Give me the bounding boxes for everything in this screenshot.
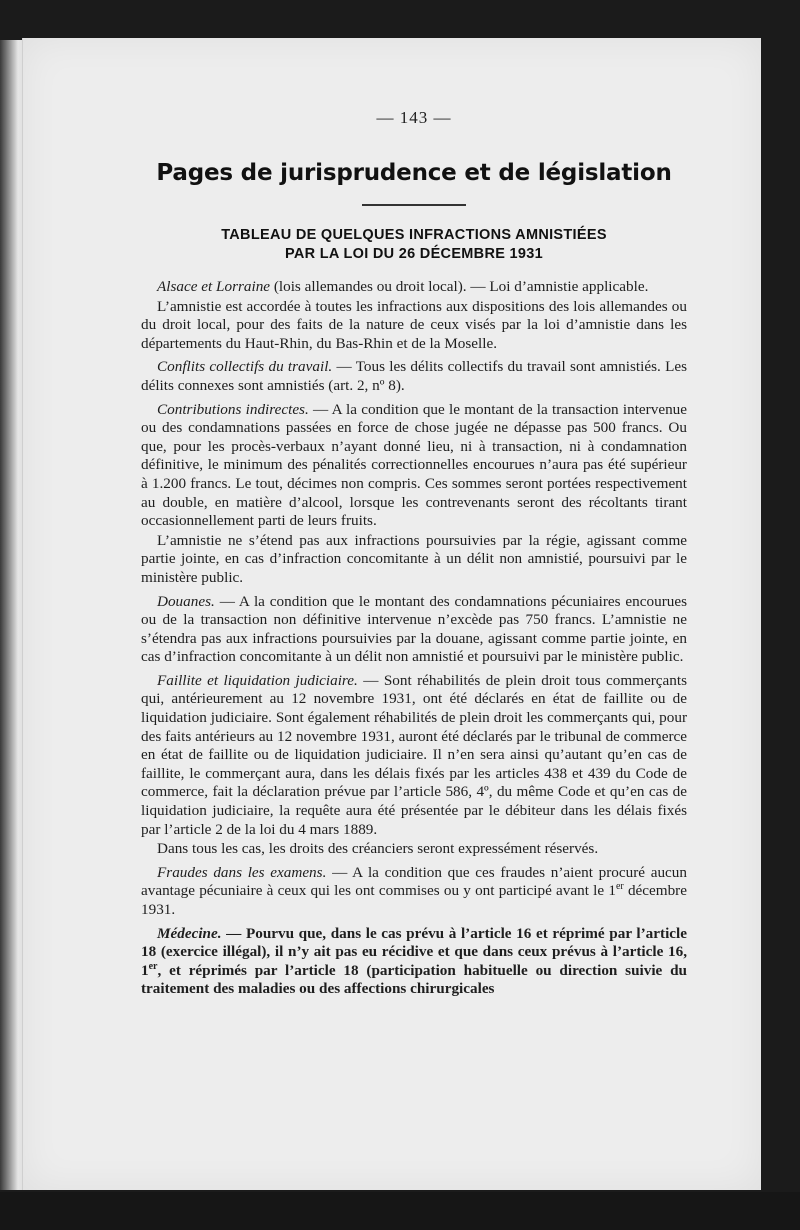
paragraph-text: Dans tous les cas, les droits des créanciers seront expressément réservés. (157, 840, 599, 858)
paragraph-text: — Pourvu que, dans le cas prévu à l’article 16 et réprimé par l’article 18 (exercice illégal), il n’y ait pas eu récidive et que dans ceux prévus à l’article 16, 1 (141, 924, 687, 979)
table-heading (141, 226, 687, 264)
paragraph-lead: Contributions indirectes. (157, 400, 309, 418)
page-number: — 143 — (376, 108, 452, 127)
paragraph-creanciers (141, 840, 687, 859)
ordinal-superscript: er (148, 960, 158, 972)
paragraph-lead: Alsace et Lorraine (157, 278, 271, 295)
paragraph-lead: Médecine. (157, 924, 222, 942)
paragraph-faillite (141, 672, 687, 839)
paragraph-text: — Tous les délits collectifs du travail sont amnistiés. Les délits connexes sont amnistiés (art. 2, nº 8). (141, 358, 687, 394)
ordinal-superscript: er (615, 881, 624, 893)
page-content (141, 108, 687, 1004)
paragraph-medecine (141, 925, 687, 999)
document-page (22, 38, 761, 1190)
paragraph-contributions (141, 401, 687, 531)
title-divider (362, 204, 466, 206)
paragraph-lead: Faillite et liquidation judiciaire. (157, 671, 358, 689)
paragraph-amnistie-lois (141, 298, 687, 354)
paragraph-text: — A la condition que ces fraudes n’aient procuré aucun avantage pécuniaire à ceux qui les ont commises ou y ont participé avant le 1 (141, 863, 687, 900)
paragraph-fraudes-examens (141, 864, 687, 920)
paragraph-regie (141, 532, 687, 588)
paragraph-conflits-travail (141, 358, 687, 395)
paragraph-text: , et réprimés par l’article 18 (participation habituelle ou direction suivie du traitement des maladies ou des affections chirurgicales (141, 961, 687, 998)
paragraph-douanes (141, 593, 687, 667)
bold-section (141, 925, 687, 999)
paragraph-alsace-lorraine (141, 278, 687, 297)
paragraph-text: L’amnistie est accordée à toutes les infractions aux dispositions des lois allemandes ou du droit local, pour des faits de la nature de ceux visés par la loi d’amnistie dans les départements du Haut-Rhin, du Bas-Rhin et de la Moselle. (141, 297, 687, 352)
paragraph-lead: Conflits collectifs du travail. (157, 358, 333, 376)
paragraph-text: — A la condition que le montant des condamnations pécuniaires encourues ou de la transaction non définitive intervenue n’excède pas 750 francs. L’amnistie ne s’étendra pas aux infractions poursuivies par la douane, agissant comme partie jointe, en cas d’infraction concomitante à un délit non amnistié et poursuivi par le ministère public. (141, 592, 687, 666)
paragraph-text: L’amnistie ne s’étend pas aux infractions poursuivies par la régie, agissant comme partie jointe, en cas d’infraction concomitante à un délit non amnistié, poursuivi par le ministère public. (141, 531, 687, 586)
paragraph-lead: Douanes. (157, 592, 215, 610)
heading-line-1: TABLEAU DE QUELQUES INFRACTIONS AMNISTIÉES (221, 227, 607, 243)
paragraph-lead: Fraudes dans les examens. (157, 863, 327, 881)
paragraph-text: (lois allemandes ou droit local). — Loi d’amnistie applicable. (270, 278, 649, 295)
paragraph-text: — Sont réhabilités de plein droit tous commerçants qui, antérieurement au 12 novembre 1931, ont été déclarés en état de faillite ou de liquidation judiciaire. Sont également réhabilités de plein droit les commerçants qui, pour des faits antérieurs au 12 novembre 1931, auront été déclarés par le tribunal de commerce en état de faillite ou de liquidation judiciaire. Il n’en sera ainsi qu’autant qu’en cas de faillite, le commerçant aura, dans les délais fixés par les articles 438 et 439 du Code de commerce, fait la déclaration prévue par l’article 586, 4º, du même Code et qu’en cas de liquidation judiciaire, la requête aura été présentée par le débiteur dans les délais fixés par l’article 2 de la loi du 4 mars 1889. (141, 671, 687, 838)
section-title: Pages de jurisprudence et de législation (156, 160, 672, 186)
heading-line-2: PAR LA LOI DU 26 DÉCEMBRE 1931 (285, 246, 543, 262)
paragraph-text: décembre 1931. (141, 882, 687, 918)
scanner-background (0, 1192, 800, 1230)
paragraph-text: — A la condition que le montant de la transaction intervenue ou des condamnations passées en force de chose jugée ne dépasse pas 500 francs. Ou que, pour les procès-verbaux n’ayant donné lieu, ni à transaction, ni à condamnation définitive, le minimum des pénalités correctionnelles encourues n’aura pas été supérieur à 1.200 francs. Le tout, décimes non compris. Ces sommes seront portées respectivement au double, en matière d’alcool, lorsque les contrevenants seront des récoltants tirant occasionnellement parti de leurs fruits. (141, 400, 687, 530)
